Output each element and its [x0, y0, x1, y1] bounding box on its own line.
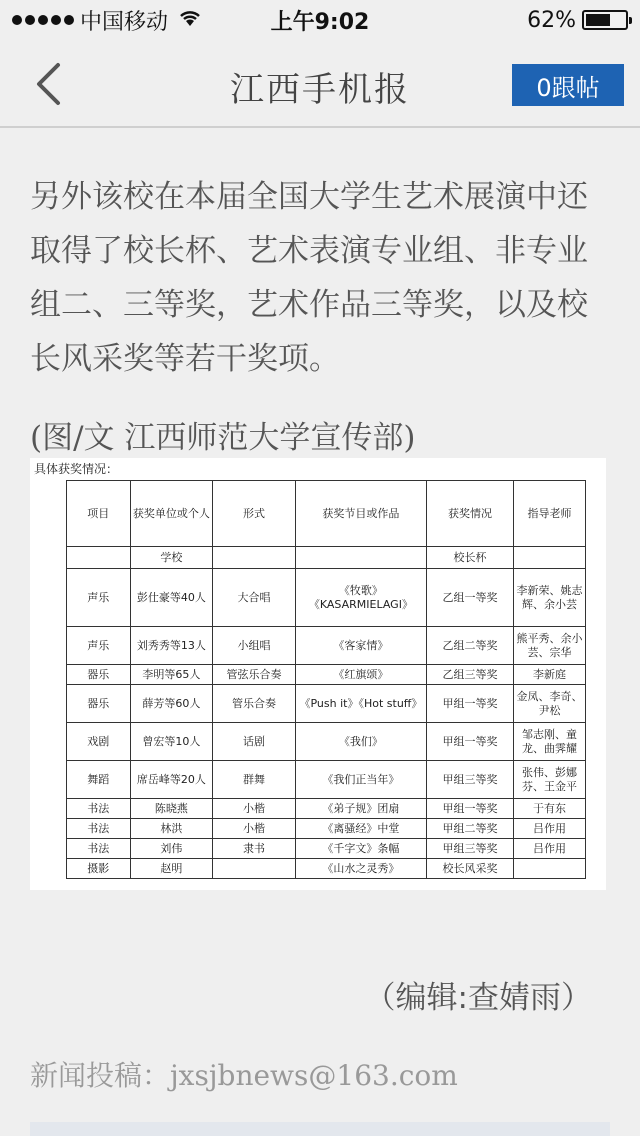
table-cell: 薛芳等60人: [130, 685, 213, 723]
table-row: [67, 723, 586, 761]
table-cell: 林洪: [130, 819, 213, 839]
table-cell: 甲组一等奖: [427, 799, 514, 819]
table-cell: 《Push it》《Hot stuff》: [295, 685, 426, 723]
page-title: 江西手机报: [230, 70, 410, 110]
article-credit: (图/文 江西师范大学宣传部): [30, 420, 416, 456]
table-cell: 管乐合奏: [213, 685, 296, 723]
table-cell: 《千字文》条幅: [295, 839, 426, 859]
carrier-label: 中国移动: [80, 9, 169, 35]
battery-icon: [582, 10, 628, 30]
header-cell: 获奖节目或作品: [295, 481, 426, 547]
table-cell: 群舞: [213, 761, 296, 799]
table-row: [67, 665, 586, 685]
header-cell: 项目: [67, 481, 131, 547]
table-cell: [513, 547, 585, 569]
table-cell: [67, 547, 131, 569]
table-cell: 甲组一等奖: [427, 685, 514, 723]
table-cell: 校长杯: [427, 547, 514, 569]
table-cell: 书法: [67, 799, 131, 819]
table-cell: 乙组三等奖: [427, 665, 514, 685]
table-cell: 乙组一等奖: [427, 569, 514, 627]
table-cell: 乙组二等奖: [427, 627, 514, 665]
table-cell: 隶书: [213, 839, 296, 859]
table-cell: 小楷: [213, 799, 296, 819]
table-cell: 《我们正当年》: [295, 761, 426, 799]
table-cell: 刘伟: [130, 839, 213, 859]
award-caption: 具体获奖情况：: [34, 462, 119, 476]
editor-credit: （编辑:查婧雨）: [364, 980, 592, 1016]
table-row: [67, 569, 586, 627]
award-school-row: [67, 547, 586, 569]
status-bar: [0, 0, 640, 40]
table-cell: 校长风采奖: [427, 859, 514, 879]
table-cell: 席岳峰等20人: [130, 761, 213, 799]
table-cell: 声乐: [67, 627, 131, 665]
table-cell: 大合唱: [213, 569, 296, 627]
header-cell: 指导老师: [513, 481, 585, 547]
table-cell: 声乐: [67, 569, 131, 627]
battery-level: [586, 14, 610, 26]
table-cell: 张伟、彭娜芬、王金平: [513, 761, 585, 799]
table-row: [67, 859, 586, 879]
table-cell: 金凤、李奇、尹松: [513, 685, 585, 723]
table-cell: 邹志刚、童龙、曲霁耀: [513, 723, 585, 761]
award-table-image[interactable]: [30, 458, 606, 890]
submission-email[interactable]: 新闻投稿：jxsjbnews@163.com: [30, 1059, 458, 1092]
nav-bar: [0, 40, 640, 128]
status-left: [12, 5, 202, 36]
award-table-header: [67, 481, 586, 547]
table-cell: 戏剧: [67, 723, 131, 761]
table-cell: 器乐: [67, 665, 131, 685]
table-cell: 吕作用: [513, 819, 585, 839]
table-cell: 李新庭: [513, 665, 585, 685]
table-cell: 《牧歌》《KASARMIELAGI》: [295, 569, 426, 627]
table-cell: 《我们》: [295, 723, 426, 761]
table-cell: 于有东: [513, 799, 585, 819]
status-time: 上午9:02: [270, 9, 370, 35]
table-cell: 刘秀秀等13人: [130, 627, 213, 665]
table-cell: 李明等65人: [130, 665, 213, 685]
table-cell: 曾宏等10人: [130, 723, 213, 761]
header-cell: 获奖情况: [427, 481, 514, 547]
table-cell: 《红旗颂》: [295, 665, 426, 685]
table-cell: 甲组三等奖: [427, 761, 514, 799]
table-row: [67, 799, 586, 819]
table-row: [67, 839, 586, 859]
table-cell: [213, 547, 296, 569]
table-cell: 甲组二等奖: [427, 819, 514, 839]
table-cell: 书法: [67, 839, 131, 859]
table-cell: 器乐: [67, 685, 131, 723]
award-table: [66, 480, 586, 879]
table-cell: [213, 859, 296, 879]
table-cell: 熊平秀、余小芸、宗华: [513, 627, 585, 665]
table-cell: [295, 547, 426, 569]
table-cell: 《弟子规》团扇: [295, 799, 426, 819]
table-cell: 吕作用: [513, 839, 585, 859]
table-cell: 陈晓燕: [130, 799, 213, 819]
table-cell: 《山水之灵秀》: [295, 859, 426, 879]
table-cell: 舞蹈: [67, 761, 131, 799]
comments-button[interactable]: 0跟帖: [512, 64, 624, 106]
table-row: [67, 685, 586, 723]
battery-percent: 62%: [527, 7, 576, 33]
table-cell: 彭仕豪等40人: [130, 569, 213, 627]
table-cell: [513, 859, 585, 879]
status-right: [527, 8, 628, 33]
table-cell: 《客家情》: [295, 627, 426, 665]
table-row: [67, 627, 586, 665]
table-cell: 《离骚经》中堂: [295, 819, 426, 839]
table-cell: 赵明: [130, 859, 213, 879]
table-cell: 学校: [130, 547, 213, 569]
table-cell: 小组唱: [213, 627, 296, 665]
table-row: [67, 819, 586, 839]
table-cell: 甲组三等奖: [427, 839, 514, 859]
header-cell: 形式: [213, 481, 296, 547]
wifi-icon: [178, 8, 202, 32]
signal-strength-icon: [12, 15, 74, 25]
table-cell: 书法: [67, 819, 131, 839]
bottom-bar: [30, 1122, 610, 1136]
table-row: [67, 761, 586, 799]
header-cell: 获奖单位或个人: [130, 481, 213, 547]
table-cell: 摄影: [67, 859, 131, 879]
article-paragraph: 另外该校在本届全国大学生艺术展演中还取得了校长杯、艺术表演专业组、非专业组二、三等奖，艺术作品三等奖，以及校长风采奖等若干奖项。: [30, 179, 588, 377]
table-cell: 李新荣、姚志辉、余小芸: [513, 569, 585, 627]
table-cell: 小楷: [213, 819, 296, 839]
table-cell: 甲组一等奖: [427, 723, 514, 761]
table-cell: 话剧: [213, 723, 296, 761]
table-cell: 管弦乐合奏: [213, 665, 296, 685]
